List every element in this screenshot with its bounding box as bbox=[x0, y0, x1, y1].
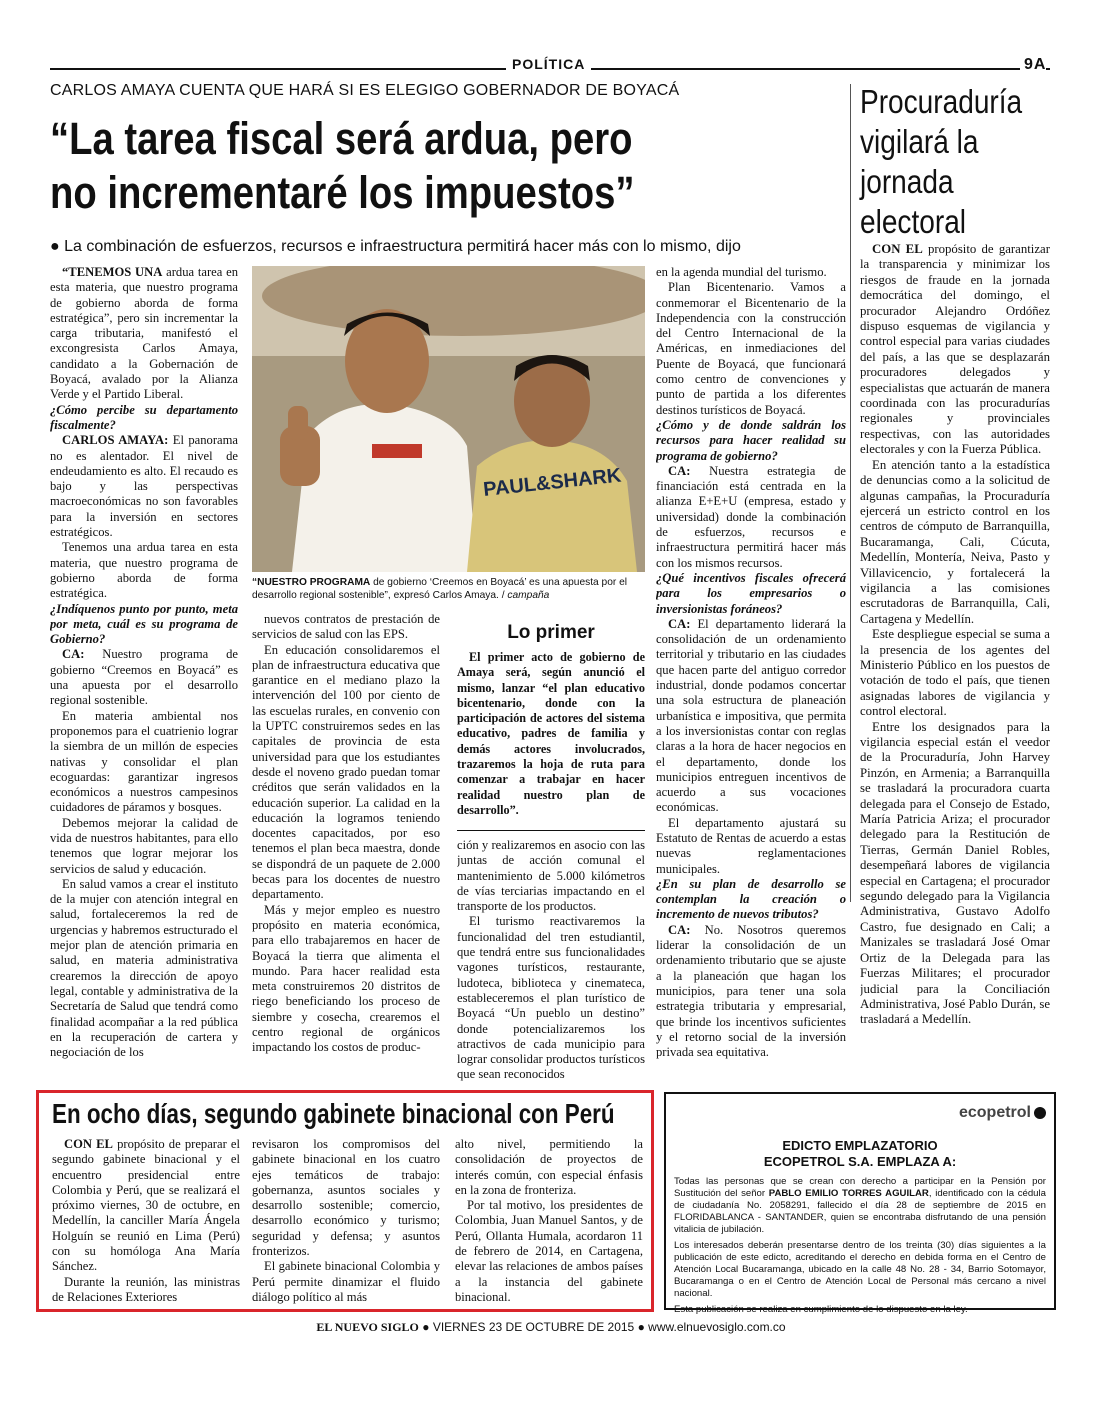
paragraph: Entre los designados para la vigilancia especial están el veedor de la Procuraduría, John Harvey Pinzón, en Armenia; a Barranquilla se trasladará la procuradora cuarta delegada para el Consejo de Estado, María Patricia Ariza; el procurador delegado para la Restitución de Tierras, Germán Daniel Robles, desempeñará labores de vigilancia especial en Cartagena; el procurador segundo delegado para la Vigilancia Administrativa, Gustavo Adolfo Castro, fue designado en Cali; a Manizales se trasladará José Omar Ortiz de la Delegada para las Fuerzas Militares; el procurador judicial para la Conciliación Administrativa, José Pablo Durán, se trasladará a Medellín. bbox=[860, 719, 1050, 1027]
paragraph: CARLOS AMAYA: El panorama no es alentador. El nivel de endeudamiento es alto. El recaudo es bajo y las perspectivas macroeconómicas no son favorables para la inversión en sectores estratégicos. bbox=[50, 433, 238, 540]
paragraph: CA: No. Nosotros queremos liderar la consolidación de un ordenamiento tributario que se ajuste a la planeación que hagan los municipios, para tener una sola estrategia tributaria y empresarial, que brinde los incentivos suficientes y el retorno social de la inversión privada sea equitativa. bbox=[656, 922, 846, 1060]
main-column-2 bbox=[252, 612, 440, 1087]
paragraph: CA: Nuestra estrategia de financiación está centrada en la alianza E+E+U (empresa, estado y universidad) donde la combinación de esfuerzos, recursos e infraestructura permitirá hacer más con los mismos recursos. bbox=[656, 463, 846, 570]
edict-p1-pre: Todas las personas que se crean con derecho a participar en la Pensión por Sustitución del señor bbox=[674, 1176, 1046, 1199]
paragraph: revisaron los compromisos del gabinete binacional en los cuatro ejes temáticos de trabajo: gobernanza, asuntos sociales y desarrollo sostenible; comercio, desarrollo económico y turismo; seguridad y defensa; y asuntos fronterizos. bbox=[252, 1137, 440, 1259]
sidebar-headline-line: jornada bbox=[860, 163, 954, 200]
edict-p1-mid: , identificado con la cédula de ciudadanía No. 2058291, fallecido el día 28 de septiembre de 2015 en FLORIDABLANCA - SANTANDER, quien se encontraba disfrutando de una pensión vitalicia de jubilación. bbox=[674, 1188, 1046, 1235]
sidebar-headline-line: electoral bbox=[860, 203, 967, 240]
main-column-1 bbox=[50, 265, 238, 1085]
paragraph: Debemos mejorar la calidad de vida de nuestros habitantes, para ello tenemos que lograr mejorar los servicios de salud y educación. bbox=[50, 815, 238, 876]
lo-primer-text bbox=[457, 650, 645, 818]
ecopetrol-logo-text: ecopetrol bbox=[958, 1104, 1031, 1121]
paragraph: El departamento ajustará su Estatuto de Rentas de acuerdo a estas nuevas reglamentaciones municipales. bbox=[656, 815, 846, 876]
edict-box bbox=[664, 1092, 1056, 1315]
edict-title-line-2: ECOPETROL S.A. EMPLAZA A: bbox=[763, 1154, 957, 1169]
bullet-icon: ● bbox=[50, 238, 65, 255]
main-column-4 bbox=[656, 265, 846, 1087]
column-divider bbox=[850, 84, 851, 902]
paragraph: En materia ambiental nos proponemos para el cuatrienio lograr la siembra de un millón de especies nativas y consolidar el plan ecoguardas: garantizar ingresos económicos a nuestros campesinos cuidadores de páramos y bosques. bbox=[50, 708, 238, 815]
question: ¿En su plan de desarrollo se contemplan la creación o incremento de nuevos tributos? bbox=[656, 876, 846, 922]
question: ¿Qué incentivos fiscales ofrecerá para los empresarios o inversionistas foráneos? bbox=[656, 570, 846, 616]
edict-paragraph-2: Los interesados deberán presentarse dentro de los treinta (30) días siguientes a la publicación de este edicto, acreditando el derecho en debida forma en el Centro de Atención Local Bucaramanga, ubicado en la calle 48 No. 28 - 34, Barrio Sotomayor, Bucaramanga o en el Centro de Atención Local de Personal más cercano a nivel nacional. bbox=[674, 1240, 1046, 1299]
paragraph: Este despliegue especial se suma a la presencia de los agentes del Ministerio Público en los puestos de votación de todo el país, que tienen asignadas labores de vigilancia y control electoral. bbox=[860, 627, 1050, 719]
box-column-3 bbox=[455, 1137, 643, 1307]
paragraph: CON EL propósito de garantizar la transparencia y minimizar los riesgos de fraude en la jornada democrática del domingo, el procurador Alejandro Ordóñez dispuso esquemas de vigilancia y control especial para varias ciudades del país, a las que se desplazarán procuradores delegados y especialistas que actuarán de manera coordinada con las procuradurías regionales y provinciales respectivas, con las autoridades electorales y con la Fuerza Pública. bbox=[860, 242, 1050, 457]
paragraph: Más y mejor empleo es nuestro propósito en materia económica, para ello trabajaremos en hacer de Boyacá la tierra que alimenta el mundo. Para hacer realidad esta meta construiremos 20 distritos de riego beneficiando los proceso de siembre y cosecha, crearemos el centro regional de orgánicos impactando los costos de produc- bbox=[252, 902, 440, 1055]
footer-url[interactable]: www.elnuevosiglo.com.co bbox=[648, 1320, 786, 1334]
sidebar-headline bbox=[860, 82, 1051, 242]
paragraph: Plan Bicentenario. Vamos a conmemorar el Bicentenario de la Independencia con la construcción del Centro Internacional de la Américas, en inmediaciones del Puente de Boyacá, que funcionará como centro de convenciones y punto de partida a los diferentes destinos turísticos de Boyacá. bbox=[656, 280, 846, 417]
paragraph: CON EL propósito de preparar el segundo gabinete binacional y el encuentro presidencial entre Colombia y Perú, que se realizará el próximo viernes, 30 de octubre, en Medellín, la canciller María Ángela Holguín se reunió en Lima (Perú) con su homóloga Ana María Sánchez. bbox=[52, 1137, 240, 1274]
question: ¿Cómo percibe su departamento fiscalmente? bbox=[50, 402, 238, 432]
deck bbox=[50, 238, 741, 256]
paragraph: “TENEMOS UNA ardua tarea en esta materia, que nuestro programa de gobierno aborda de forma estratégica”, pero sin incrementar la carga tributaria, manifestó el excongresista Carlos Amaya, candidato a la Gobernación de Boyacá, avalado por la Alianza Verde y el Partido Liberal. bbox=[50, 265, 238, 402]
paragraph-lead: CA: bbox=[668, 463, 691, 478]
caption-text: de gobierno ‘Creemos en Boyacá’ es una apuesta por el desarrollo regional sostenible”, expresó Carlos Amaya. / bbox=[252, 577, 628, 601]
headline-line-2: no incrementaré los impuestos” bbox=[50, 167, 635, 218]
footer-date: VIERNES 23 DE OCTUBRE DE 2015 bbox=[432, 1320, 635, 1334]
paragraph: En salud vamos a crear el instituto de la mujer con atención integral en salud, fortaleceremos la red de urgencias y habremos estructurado el mejor plan de atención primaria en salud, en materia administrativa crearemos la dirección de apoyo legal, contable y administrativa de la Secretaría de Salud que tendrá como finalidad acompañar a la red pública en la recuperación de cartera y negociación de los bbox=[50, 876, 238, 1060]
paragraph-lead: CA: bbox=[62, 647, 85, 662]
edict-body bbox=[674, 1176, 1046, 1316]
edict-paragraph-3: Esta publicación se realiza en cumplimiento de lo dispuesto en la ley. bbox=[674, 1304, 968, 1315]
headline-line-1: “La tarea fiscal será ardua, pero bbox=[50, 113, 633, 164]
footer-bullet-icon: ● bbox=[637, 1320, 649, 1334]
lo-primer-rule bbox=[457, 830, 645, 831]
photo-illustration bbox=[252, 266, 645, 572]
edict-title bbox=[666, 1138, 1054, 1170]
sidebar-column bbox=[860, 242, 1050, 1092]
paragraph-lead: CON EL bbox=[872, 242, 923, 256]
shirt-logo-text: PAUL&SHARK bbox=[482, 464, 623, 501]
paragraph: El turismo reactivaremos la funcionalidad del tren estudiantil, que tendrá entre sus funcionalidades vagones turísticos, restaurante, ludoteca, biblioteca y cinemateca, estableceremos el plan turístico de Boyacá “Un pueblo un destino” donde potencializaremos los atractivos de cada municipio para lograr consolidar productos turísticos que sean reconocidos bbox=[457, 914, 645, 1082]
paragraph: CA: Nuestro programa de gobierno “Creemos en Boyacá” es una apuesta por el desarrollo regional sostenible. bbox=[50, 647, 238, 708]
footer-bullet-icon: ● bbox=[422, 1320, 433, 1334]
paragraph: alto nivel, permitiendo la consolidación de proyectos de interés común, con especial énfasis en la zona de fronteriza. bbox=[455, 1137, 643, 1197]
kicker: CARLOS AMAYA CUENTA QUE HARÁ SI ES ELEGIGO GOBERNADOR DE BOYACÁ bbox=[50, 82, 680, 99]
ecopetrol-logo bbox=[959, 1104, 1046, 1122]
photo-credit: campaña bbox=[507, 590, 550, 601]
main-column-3 bbox=[457, 838, 645, 1088]
sidebar-headline-line: vigilará la bbox=[860, 123, 979, 160]
box-column-2 bbox=[252, 1137, 440, 1307]
sidebar-headline-line: Procuraduría bbox=[860, 83, 1023, 120]
edict-title-line-1: EDICTO EMPLAZATORIO bbox=[782, 1138, 938, 1153]
question: ¿Indíquenos punto por punto, meta por meta, cuál es su programa de Gobierno? bbox=[50, 601, 238, 647]
paragraph-lead: “TENEMOS UNA bbox=[62, 265, 163, 279]
section-label: POLÍTICA bbox=[506, 56, 591, 72]
paragraph: Tenemos una ardua tarea en esta materia, que nuestro programa de gobierno aborda de forma estratégica. bbox=[50, 540, 238, 601]
paragraph: en la agenda mundial del turismo. bbox=[656, 265, 827, 279]
caption-lead: “NUESTRO PROGRAMA bbox=[252, 577, 371, 588]
paragraph: Durante la reunión, las ministras de Relaciones Exteriores bbox=[52, 1274, 240, 1304]
paragraph: En educación consolidaremos el plan de infraestructura educativa que garantice en el mediano plazo la intervención del 100 por ciento de las escuelas rurales, en convenio con la UPTC construiremos sedes en las capitales de provincia de esta universidad para que los estudiantes desde el noveno grado puedan tomar créditos que serán validados en la educación superior. La calidad en la educación la logramos teniendo docentes capacitados, por eso tenemos el plan beca maestra, donde se dispondrá de un paquete de 2.000 becas para los docentes de nuestro departamento. bbox=[252, 642, 440, 902]
paragraph-lead: CA: bbox=[668, 922, 691, 937]
paragraph: En atención tanto a la estadística de denuncias como a la solicitud de algunas campañas, la Procuraduría ejercerá un estricto control en los centros de cómputo de Barranquilla, Bucaramanga, Cali, Cúcuta, Medellín, Montería, Neiva, Pasto y Villavicencio, y fortalecerá la vigilancia a las comisiones escrutadoras de Barranquilla, Cali, Cartagena y Medellín. bbox=[860, 457, 1050, 626]
iguana-icon bbox=[1034, 1107, 1046, 1119]
lo-primer-paragraph: El primer acto de gobierno de Amaya será, según anunció el mismo, lanzar “el plan educativo bicentenario, donde con la participación de actores del sistema educativo, padres de familia y demás actores involucrados, trazaremos la hoja de ruta para comenzar a trabajar en hacer realidad nuestro plan de desarrollo”. bbox=[457, 650, 645, 817]
photo-caption bbox=[252, 576, 645, 602]
footer-brand: EL NUEVO SIGLO bbox=[316, 1320, 419, 1334]
box-column-1 bbox=[52, 1137, 240, 1307]
paragraph-lead: CON EL bbox=[64, 1137, 113, 1151]
paragraph: Por tal motivo, los presidentes de Colombia, Juan Manuel Santos, y de Perú, Ollanta Humala, acordaron 11 de febrero de 2014, en Cartagena, elevar las relaciones de ambos países a la instancia del gabinete binacional. bbox=[455, 1198, 643, 1304]
edict-paragraph-1 bbox=[674, 1176, 1046, 1236]
edict-name: PABLO EMILIO TORRES AGUILAR bbox=[768, 1188, 929, 1199]
paragraph: nuevos contratos de prestación de servicios de salud con las EPS. bbox=[252, 612, 440, 642]
paragraph-lead: CARLOS AMAYA: bbox=[62, 433, 169, 448]
lo-primer-box bbox=[457, 622, 645, 818]
paragraph-lead: CA: bbox=[668, 616, 691, 631]
deck-text: La combinación de esfuerzos, recursos e infraestructura permitirá hacer más con lo mismo, dijo bbox=[64, 238, 741, 255]
footer bbox=[0, 1320, 1102, 1335]
lo-primer-title: Lo primer bbox=[507, 622, 595, 643]
paragraph: El gabinete binacional Colombia y Perú permite dinamizar el fluido diálogo político al más bbox=[252, 1259, 440, 1304]
page-number: 9A bbox=[1020, 56, 1046, 74]
question: ¿Cómo y de donde saldrán los recursos para hacer realidad su programa de gobierno? bbox=[656, 417, 846, 463]
photo-carlos-amaya bbox=[252, 266, 645, 572]
paragraph: CA: El departamento liderará la consolidación de un ordenamiento territorial y tributario en las ciudades que hacen parte del antiguo corredor industrial, donde podamos concertar una sola estructura de planeación urbanística e impositiva, que permita a los inversionistas contar con reglas claras a la hora de hacer negocios en el departamento, donde los municipios entreguen incentivos de acuerdo a sus vocaciones económicas. bbox=[656, 616, 846, 815]
paragraph: ción y realizaremos en asocio con las juntas de acción comunal el mantenimiento de 5.000 kilómetros de vías terciarias impactando en el transporte de los productos. bbox=[457, 838, 645, 914]
box-headline: En ocho días, segundo gabinete binacional con Perú bbox=[52, 1098, 615, 1129]
